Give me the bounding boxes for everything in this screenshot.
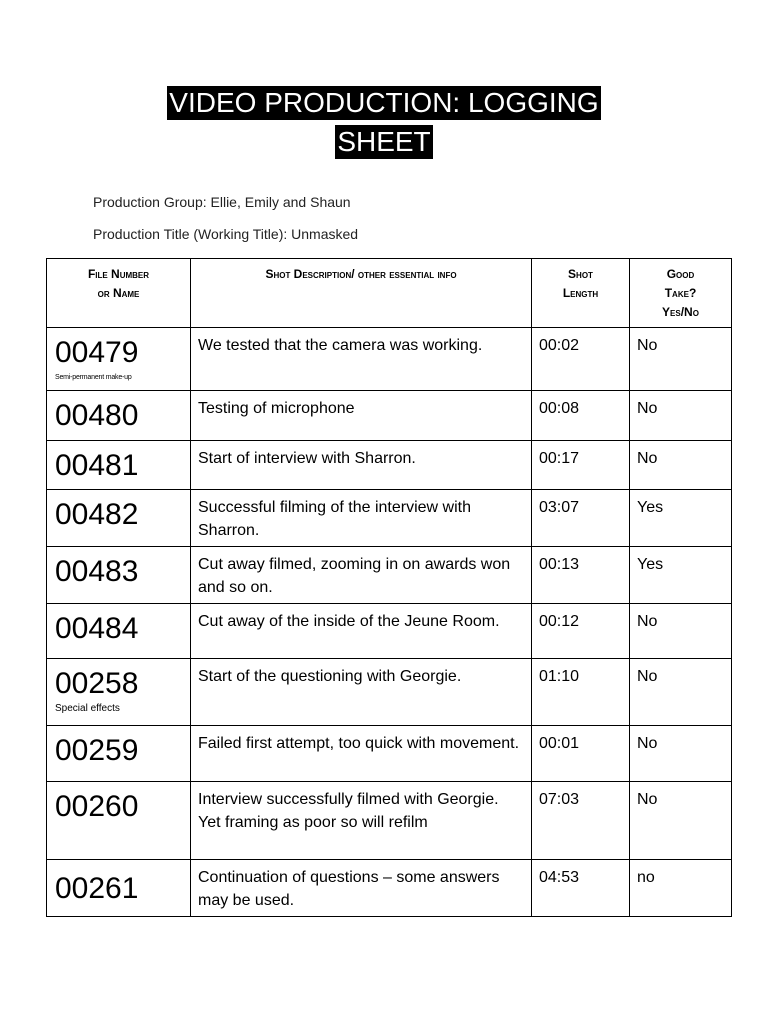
file-number: 00260: [55, 790, 139, 823]
header-good-line-3: Yes/No: [662, 305, 699, 319]
file-number: 00261: [55, 872, 139, 905]
file-number: 00482: [55, 498, 139, 531]
header-description-text: Shot Description/ other essential info: [265, 267, 457, 281]
file-number: 00480: [55, 399, 139, 432]
good-take-cell: No: [630, 604, 732, 659]
file-cell: [47, 441, 191, 490]
file-number: 00483: [55, 555, 139, 588]
length-cell: 00:08: [532, 391, 630, 441]
good-take-cell: No: [630, 441, 732, 490]
description-cell: Cut away of the inside of the Jeune Room.: [191, 604, 532, 659]
header-file-line-1: File Number: [87, 267, 150, 281]
table-row: [47, 604, 732, 659]
file-cell: [47, 726, 191, 782]
title-line-1: VIDEO PRODUCTION: LOGGING: [169, 87, 599, 118]
file-cell: [47, 604, 191, 659]
table-header-row: [47, 259, 732, 328]
header-length: [532, 259, 630, 328]
good-take-cell: No: [630, 726, 732, 782]
length-cell: 00:12: [532, 604, 630, 659]
table-row: [47, 659, 732, 726]
file-number: 00479: [55, 336, 139, 369]
document-title: [0, 86, 768, 164]
description-cell: Interview successfully filmed with Georgie. Yet framing as poor so will refilm: [191, 782, 532, 860]
description-cell: Testing of microphone: [191, 391, 532, 441]
good-take-cell: No: [630, 782, 732, 860]
header-length-line-1: Shot: [568, 267, 593, 281]
table-row: [47, 860, 732, 917]
table-row: [47, 490, 732, 547]
length-cell: 03:07: [532, 490, 630, 547]
title-line-2: SHEET: [337, 126, 431, 157]
length-cell: 00:13: [532, 547, 630, 604]
good-take-cell: No: [630, 391, 732, 441]
file-number: 00258: [55, 667, 139, 700]
description-cell: Successful filming of the interview with Sharron.: [191, 490, 532, 547]
header-description: [191, 259, 532, 328]
file-cell: [47, 328, 191, 391]
table-row: [47, 726, 732, 782]
file-number: 00481: [55, 449, 139, 482]
file-number: 00484: [55, 612, 139, 645]
production-title: Production Title (Working Title): Unmasked: [93, 226, 359, 242]
description-cell: Cut away filmed, zooming in on awards won and so on.: [191, 547, 532, 604]
table-row: [47, 328, 732, 391]
length-cell: 01:10: [532, 659, 630, 726]
table-row: [47, 782, 732, 860]
header-file-line-2: or Name: [97, 286, 140, 300]
good-take-cell: No: [630, 659, 732, 726]
length-cell: 00:02: [532, 328, 630, 391]
file-cell: [47, 860, 191, 917]
length-cell: 00:17: [532, 441, 630, 490]
file-cell: [47, 782, 191, 860]
table-row: [47, 441, 732, 490]
file-number: 00259: [55, 734, 139, 767]
file-note: Special effects: [55, 703, 120, 714]
header-good-line-1: Good: [666, 267, 695, 281]
description-cell: Failed first attempt, too quick with movement.: [191, 726, 532, 782]
good-take-cell: No: [630, 328, 732, 391]
table-row: [47, 391, 732, 441]
description-cell: We tested that the camera was working.: [191, 328, 532, 391]
production-group: Production Group: Ellie, Emily and Shaun: [93, 194, 351, 210]
file-cell: [47, 391, 191, 441]
file-cell: [47, 659, 191, 726]
file-note: Semi-permanent make-up: [55, 374, 132, 381]
length-cell: 04:53: [532, 860, 630, 917]
length-cell: 07:03: [532, 782, 630, 860]
header-good-line-2: Take?: [664, 286, 697, 300]
file-cell: [47, 490, 191, 547]
logging-table: [46, 258, 732, 917]
good-take-cell: Yes: [630, 547, 732, 604]
header-good-take: [630, 259, 732, 328]
table-row: [47, 547, 732, 604]
header-length-line-2: Length: [562, 286, 599, 300]
good-take-cell: no: [630, 860, 732, 917]
file-cell: [47, 547, 191, 604]
length-cell: 00:01: [532, 726, 630, 782]
header-file: [47, 259, 191, 328]
description-cell: Start of the questioning with Georgie.: [191, 659, 532, 726]
description-cell: Continuation of questions – some answers may be used.: [191, 860, 532, 917]
good-take-cell: Yes: [630, 490, 732, 547]
description-cell: Start of interview with Sharron.: [191, 441, 532, 490]
